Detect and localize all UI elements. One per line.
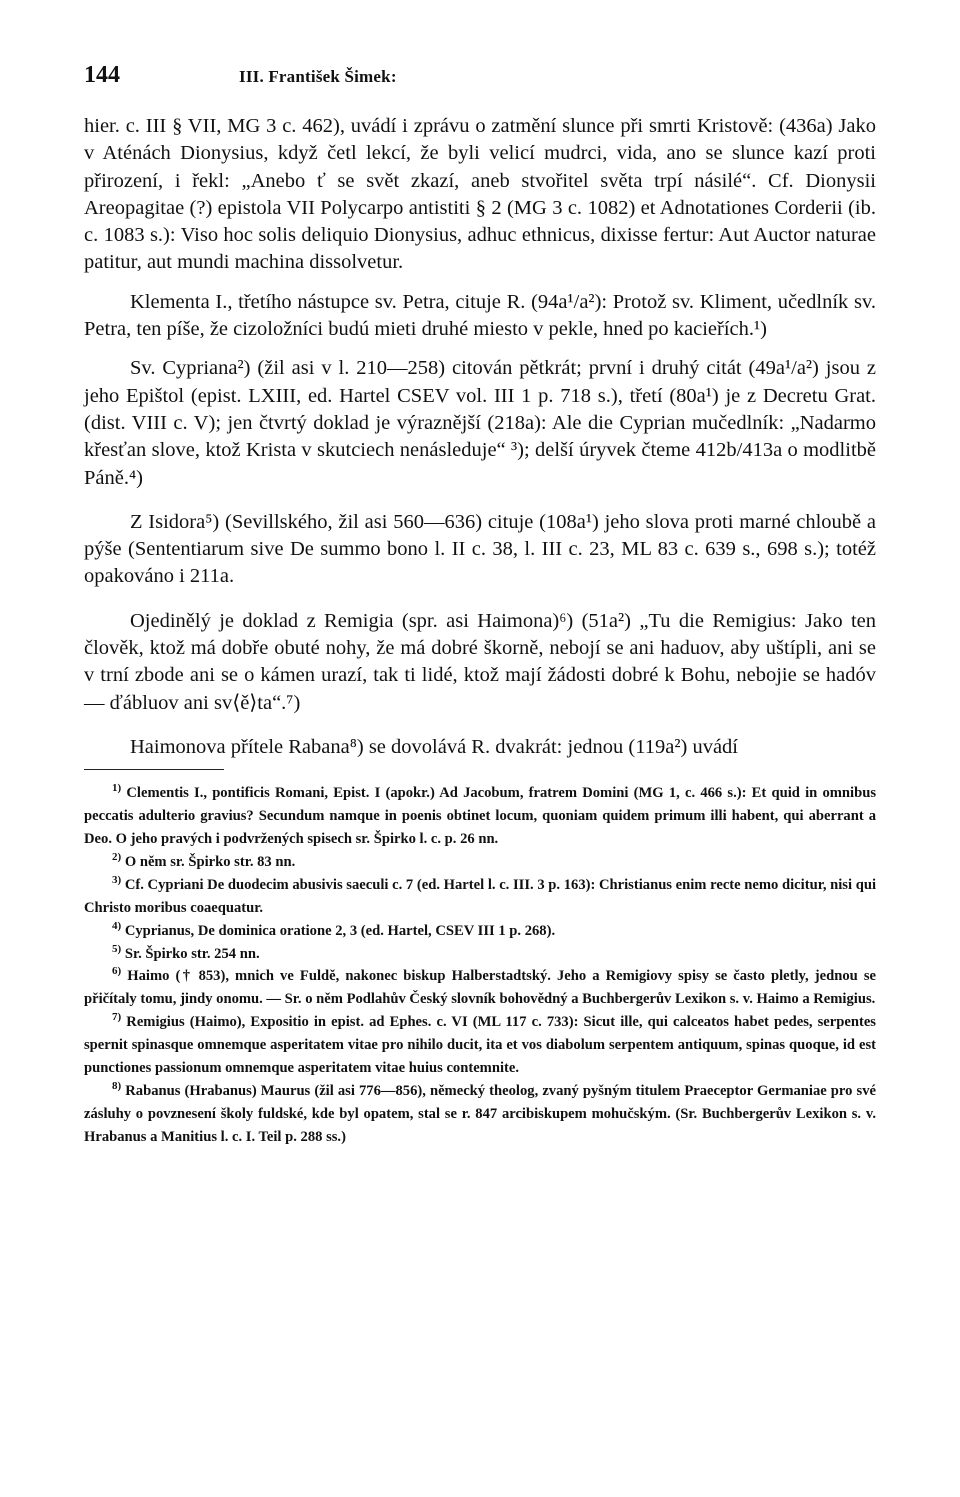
- paragraph-6: Haimonova přítele Rabana⁸) se dovolává R. dvakrát: jednou (119a²) uvádí: [130, 735, 738, 758]
- footnote-text: Rabanus (Hrabanus) Maurus (žil asi 776—856), německý theolog, zvaný pyšným titulem Praeceptor Germaniae pro své zásluhy o povznesení školy fuldské, kde byl opatem, stal se r. 847 arcibiskupem mohučským. (Sr. Buchbergerův Lexikon s. v. Hrabanus a Manitius l. c. I. Teil p. 288 ss.): [84, 1083, 876, 1145]
- paragraph-5: Ojedinělý je doklad z Remigia (spr. asi Haimona)⁶) (51a²) „Tu die Remigius: Jako ten člověk, ktož má dobře obuté nohy, že má dobré škorně, nebojí se ani haduov, aby uštípli, ani se v trní zbode ani se o kámen urazí, tak ti lidé, ktož mají žádosti dobré k Bohu, nebojie se hadóv — ďábluov ani sv⟨ě⟩ta“.⁷): [84, 609, 876, 714]
- page-header: [84, 62, 876, 89]
- footnote-text: Remigius (Haimo), Expositio in epist. ad Ephes. c. VI (ML 117 c. 733): Sicut ille, qui calceatos habet pedes, serpentes spernit spinasque omnemque asperitatem vitae pro nihilo ducit, ita et vos diabolum serpentem antiquum, spinas quoque, id est punctiones passionum omnemque asperitatem vitae huius contemnite.: [84, 1014, 876, 1077]
- footnote-7: [84, 1011, 876, 1080]
- footnote-4: [84, 920, 876, 943]
- footnote-mark: 5): [112, 942, 122, 955]
- footnote-5: [84, 943, 876, 966]
- paragraph-3: Sv. Cypriana²) (žil asi v l. 210—258) citován pětkrát; první i druhý citát (49a¹/a²) jsou z jeho Epištol (epist. LXIII, ed. Hartel CSEV vol. III 1 p. 718 s.), třetí (80a¹) je z Decretu Grat. (dist. VIII c. V); jen čtvrtý doklad je výraznější (218a): Ale die Cyprian mučedlník: „Nadarmo křesťan slove, ktož Krista v skutciech nenásleduje“ ³); delší úryvek čteme 412b/413a o modlitbě Páně.⁴): [84, 357, 876, 489]
- paragraph-2: Klementa I., třetího nástupce sv. Petra, cituje R. (94a¹/a²): Protož sv. Kliment, učedlník sv. Petra, ten píše, že cizoložníci budú mieti druhé miesto v pekle, hned po kacieřích.¹): [84, 290, 876, 341]
- footnote-mark: 1): [112, 782, 122, 795]
- footnote-text: O něm sr. Špirko str. 83 nn.: [124, 853, 296, 870]
- body-text: [84, 113, 876, 761]
- running-head: III. František Šimek:: [239, 67, 397, 86]
- footnote-1: [84, 782, 876, 851]
- footnote-mark: 2): [112, 851, 122, 864]
- footnote-8: [84, 1080, 876, 1149]
- footnote-mark: 4): [112, 919, 122, 932]
- footnote-text: Sr. Špirko str. 254 nn.: [124, 945, 260, 962]
- footnote-divider: [84, 769, 224, 770]
- footnote-text: Cyprianus, De dominica oratione 2, 3 (ed. Hartel, CSEV III 1 p. 268).: [124, 922, 556, 939]
- footnote-text: Clementis I., pontificis Romani, Epist. I (apokr.) Ad Jacobum, fratrem Domini (MG 1, c. 466 s.): Et quid in omnibus peccatis adulterio gravius? Secundum namque in poenis obtinet locum, quoniam quidem primum illi habent, qui aberrant a Deo. O jeho pravých i podvržených spisech sr. Špirko l. c. p. 26 nn.: [84, 785, 876, 848]
- footnote-2: [84, 851, 876, 874]
- footnote-6: [84, 965, 876, 1011]
- page-number: 144: [84, 62, 120, 88]
- paragraph-4: Z Isidora⁵) (Sevillského, žil asi 560—636) cituje (108a¹) jeho slova proti marné chloubě a pýše (Sententiarum sive De summo bono l. II c. 38, l. III c. 23, ML 83 c. 639 s., 698 s.); totéž opakováno i 211a.: [84, 510, 876, 588]
- footnote-text: Haimo († 853), mnich ve Fuldě, nakonec biskup Halberstadtský. Jeho a Remigiovy spisy se často pletly, jednou se přičítaly tomu, jindy onomu. — Sr. o něm Podlahův Český slovník bohovědný a Buchbergerův Lexikon s. v. Haimo a Remigius.: [84, 968, 876, 1008]
- footnote-text: Cf. Cypriani De duodecim abusivis saeculi c. 7 (ed. Hartel l. c. III. 3 p. 163): Christianus enim recte nemo dicitur, nisi qui Christo moribus coaequatur.: [84, 876, 876, 916]
- footnote-3: [84, 874, 876, 920]
- footnote-mark: 8): [112, 1080, 122, 1093]
- footnote-mark: 7): [112, 1011, 122, 1024]
- footnote-mark: 3): [112, 874, 122, 886]
- footnotes: [84, 769, 876, 1149]
- paragraph-1: hier. c. III § VII, MG 3 c. 462), uvádí i zprávu o zatmění slunce při smrti Kristově: (436a) Jako v Aténách Dionysius, když četl lekcí, že byli velicí mudrci, vida, ano se slunce kazí proti přirození, i řekl: „Anebo ť se svět zkazí, aneb stvořitel světa trpí násilé“. Cf. Dionysii Areopagitae (?) epistola VII Polycarpo antistiti § 2 (MG 3 c. 1082) et Adnotationes Corderii (ib. c. 1083 s.): Viso hoc solis deliquio Dionysius, adhuc ethnicus, dixisse fertur: Aut Auctor naturae patitur, aut mundi machina dissolvetur.: [84, 115, 876, 274]
- footnote-mark: 6): [112, 965, 122, 978]
